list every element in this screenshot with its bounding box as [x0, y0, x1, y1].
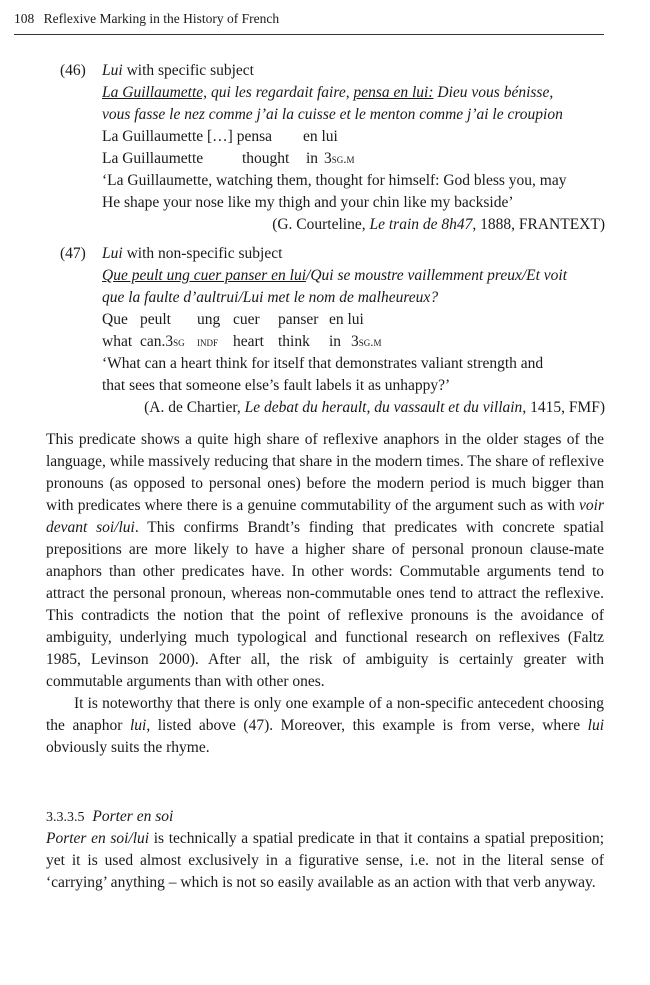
source-line-1: Que peult ung cuer panser en lui/Qui se moustre vaillemment preux/Et voit — [102, 267, 568, 284]
page-number: 108 — [14, 11, 35, 26]
running-title: Reflexive Marking in the History of French — [43, 11, 280, 26]
citation: (G. Courteline, Le train de 8h47, 1888, FRANTEXT) — [272, 216, 605, 233]
paragraph-2: It is noteworthy that there is only one example of a non-specific antecedent choosing the anaphor lui, listed above (47). Moreover, this example is from verse, where lui obviously suits the rhyme. — [46, 695, 605, 756]
citation: (A. de Chartier, Le debat du herault, du vassault et du villain, 1415, FMF) — [144, 399, 605, 416]
translation-line-1: ‘La Guillaumette, watching them, thought for himself: God bless you, may — [102, 172, 567, 189]
example-number: (47) — [60, 245, 86, 262]
section-text — [46, 828, 604, 894]
source-line-2: vous fasse le nez comme j’ai la cuisse et le menton comme j’ai le croupion — [102, 106, 563, 123]
paragraph-1: This predicate shows a quite high share of reflexive anaphors in the older stages of the language, while massively reducing that share in the modern times. The share of reflexive pronouns (as opposed to personal ones) before the modern period is much bigger than with predicates where there is a genuine commutability of the argument such as with voir devant soi/lui. This confirms Brandt’s finding that predicates with concrete spatial prepositions are more likely to have a higher share of personal pronoun clause-mate anaphors than other predicates have. In other words: Commutable arguments tend to attract the personal pronoun, whereas non-commutable ones tend to attract the reflexive. This contradicts the notion that the point of reflexive pronouns is the avoidance of ambiguity, underlying much typological and functional research on reflexives (Faltz 1985, Levinson 2000). After all, the risk of ambiguity is certainly greater with commutable arguments than with other ones. — [46, 431, 604, 690]
translation-line-2: He shape your nose like my thigh and your chin like my backside’ — [102, 194, 514, 211]
section-title: Porter en soi — [92, 808, 174, 825]
paragraph-3: Porter en soi/lui is technically a spatial predicate in that it contains a spatial preposition; yet it is used almost exclusively in a figurative sense, i.e. not in the literal sense of ‘carrying’ anything – which is not so easily available as an action with that verb anyway. — [46, 830, 605, 891]
example-title: Lui with specific subject — [102, 62, 254, 79]
translation-line-2: that sees that someone else’s fault labels it as unhappy?’ — [102, 377, 451, 394]
word-line: Que peult ung cuer panser en lui — [102, 311, 364, 328]
word-line: La Guillaumette […] pensa en lui — [102, 128, 338, 145]
running-header — [14, 8, 604, 35]
gloss-line: La Guillaumette thought in 3sg.m — [102, 150, 355, 167]
example-number: (46) — [60, 62, 86, 79]
body-text — [46, 429, 604, 759]
translation-line-1: ‘What can a heart think for itself that demonstrates valiant strength and — [102, 355, 544, 372]
section-heading — [46, 806, 604, 829]
source-line-2: que la faulte d’aultrui/Lui met le nom de malheureux? — [102, 289, 439, 306]
example-title: Lui with non-specific subject — [102, 245, 283, 262]
section-number: 3.3.3.5 — [46, 810, 85, 825]
source-line-1: La Guillaumette, qui les regardait faire, pensa en lui: Dieu vous bénisse, — [102, 84, 554, 101]
gloss-line: what can.3sg indf heart think in 3sg.m — [102, 333, 382, 350]
